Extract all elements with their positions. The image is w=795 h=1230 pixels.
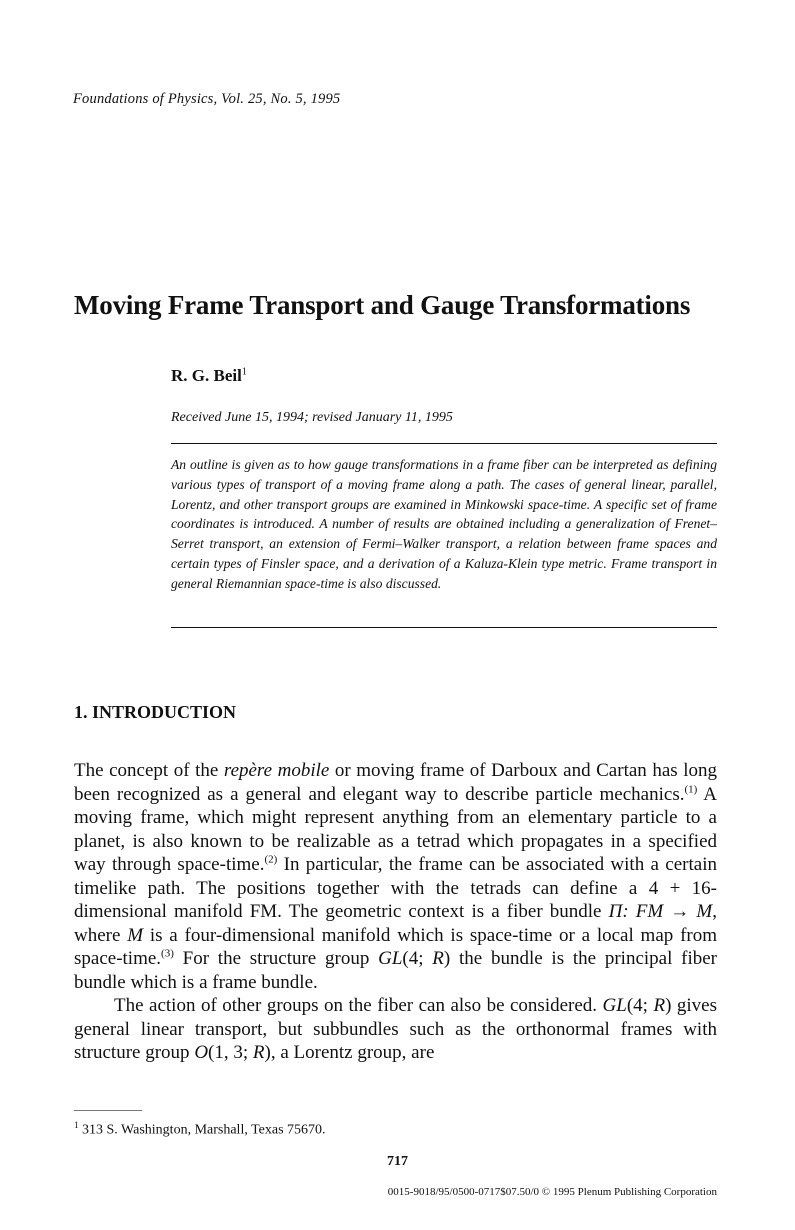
math: O [194,1042,209,1063]
abstract-top-rule [171,443,717,444]
paragraph-2: The action of other groups on the fiber can also be considered. GL(4; R) gives general linear transport, but subbundles such as the orthonormal frames with structure group O(1, 3; R), a Lorentz group, are [74,995,717,1063]
math: GL [378,948,403,969]
footnote [74,1120,326,1139]
abstract: An outline is given as to how gauge transformations in a frame fiber can be interpreted as defining various types of transport of a moving frame along a path. The cases of general linear, parallel, Lorentz, and other transport groups are examined in Minkowski space-time. A specific set of frame coordinates is introduced. A number of results are obtained including a generalization of Frenet–Serret transport, an extension of Fermi–Walker transport, a relation between frame spaces and certain types of Finsler space, and a derivation of a Kaluza-Klein type metric. Frame transport in general Riemannian space-time is also discussed. [171,457,717,591]
footnote-mark: 1 [74,1120,79,1130]
footnote-rule [74,1110,142,1111]
citation: (1) [684,783,698,796]
citation: (2) [264,853,278,866]
author-footnote-mark: 1 [241,366,247,378]
author-name: R. G. Beil [171,366,242,385]
section-heading: 1. INTRODUCTION [74,702,237,722]
math: M [127,924,144,946]
citation: (3) [161,947,174,960]
emphasis: repère mobile [223,760,330,781]
author-line [171,366,247,386]
math: Π: FM → M [608,901,713,922]
footnote-text: 313 S. Washington, Marshall, Texas 75670. [78,1122,326,1138]
math: R [432,948,444,969]
math: R [252,1042,265,1063]
copyright-line: 0015-9018/95/0500-0717$07.50/0 © 1995 Plenum Publishing Corporation [387,1186,717,1198]
journal-citation: Foundations of Physics, Vol. 25, No. 5, 1995 [73,91,341,107]
abstract-bottom-rule [171,627,717,628]
paragraph-1: The concept of the repère mobile or moving frame of Darboux and Cartan has long been recognized as a general and elegant way to describe particle mechanics.$^{(1)}$ A moving frame, which might represent anything from an elementary particle to a planet, is also known to be realizable as a tetrad which propagates in a specified way through space-time.$^{(2)}$ In particular, the frame can be associated with a certain timelike path. The positions together with the tetrads can define a 4 + 16-dimensional manifold FM. The geometric context is a fiber bundle Π: FM → M, where M is a four-dimensional manifold which is space-time or a local map from space-time.$^{(3)}$ For the structure group GL(4; R) the bundle is the principal fiber bundle which is a frame bundle. [74,760,718,993]
received-dates: Received June 15, 1994; revised January 11, 1995 [171,410,453,425]
paper-title: Moving Frame Transport and Gauge Transformations [74,290,691,320]
math: R [653,995,666,1016]
math: GL [602,995,627,1016]
body-text [74,759,717,1065]
page-number: 717 [387,1154,408,1169]
